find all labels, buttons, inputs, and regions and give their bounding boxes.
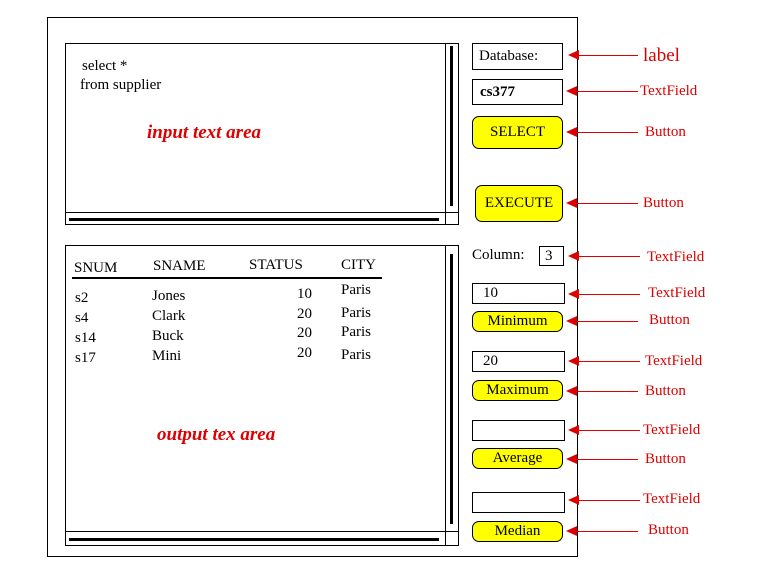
table-cell: s14 <box>75 330 96 346</box>
arrow-line <box>576 459 638 460</box>
output-horizontal-scroll-thumb[interactable] <box>69 538 439 541</box>
input-scroll-corner <box>445 213 458 225</box>
column-header-sname: SNAME <box>153 258 206 274</box>
average-field[interactable] <box>472 420 565 441</box>
table-cell: s17 <box>75 350 96 366</box>
arrow-line <box>578 256 640 257</box>
average-button[interactable]: Average <box>472 448 563 469</box>
arrow-line <box>576 391 638 392</box>
header-underline <box>72 277 382 279</box>
minimum-field[interactable]: 10 <box>472 283 565 304</box>
table-cell: Buck <box>152 328 184 344</box>
database-field[interactable]: cs377 <box>472 79 563 105</box>
output-vertical-scroll-thumb[interactable] <box>450 254 453 524</box>
column-header-status: STATUS <box>249 257 303 273</box>
annotation-label-text: label <box>643 45 680 66</box>
database-label: Database: <box>472 43 563 70</box>
arrow-line <box>578 500 640 501</box>
annotation-textfield-text: TextField <box>648 285 706 301</box>
table-cell: Paris <box>341 324 371 340</box>
column-header-city: CITY <box>341 257 376 273</box>
output-area-caption: output tex area <box>157 424 276 445</box>
arrow-line <box>576 132 638 133</box>
annotation-textfield-text: TextField <box>643 491 701 507</box>
arrow-line <box>576 203 638 204</box>
column-field[interactable]: 3 <box>539 246 564 266</box>
output-text-area[interactable] <box>65 245 459 546</box>
table-cell: s2 <box>75 290 89 306</box>
maximum-button[interactable]: Maximum <box>472 380 563 401</box>
arrow-line <box>578 55 638 56</box>
input-query-line-2: from supplier <box>80 77 162 93</box>
annotation-button-text: Button <box>645 451 686 467</box>
select-button[interactable]: SELECT <box>472 116 563 149</box>
output-horizontal-scrollbar[interactable] <box>66 531 458 545</box>
annotation-textfield-text: TextField <box>645 353 703 369</box>
table-cell: Jones <box>152 288 186 304</box>
annotation-textfield-text: TextField <box>647 249 705 265</box>
column-header-snum: SNUM <box>74 260 118 276</box>
table-cell: s4 <box>75 310 89 326</box>
output-vertical-scrollbar[interactable] <box>445 246 458 531</box>
execute-button[interactable]: EXECUTE <box>475 185 563 222</box>
table-cell: 10 <box>297 286 312 302</box>
table-cell: Clark <box>152 308 186 324</box>
table-cell: 20 <box>297 325 312 341</box>
column-label: Column: <box>472 247 525 263</box>
annotation-button-text: Button <box>648 522 689 538</box>
annotation-button-text: Button <box>649 312 690 328</box>
arrow-line <box>576 91 638 92</box>
annotation-textfield-text: TextField <box>643 422 701 438</box>
minimum-button[interactable]: Minimum <box>472 311 563 332</box>
table-cell: 20 <box>297 345 312 361</box>
input-vertical-scrollbar[interactable] <box>445 44 458 212</box>
arrow-line <box>576 531 638 532</box>
output-scroll-corner <box>445 532 458 546</box>
annotation-button-text: Button <box>645 124 686 140</box>
input-text-area[interactable] <box>65 43 459 225</box>
input-horizontal-scroll-thumb[interactable] <box>69 218 439 221</box>
table-cell: Paris <box>341 305 371 321</box>
arrow-line <box>576 321 638 322</box>
median-field[interactable] <box>472 492 565 513</box>
table-cell: Mini <box>152 348 182 364</box>
table-cell: Paris <box>341 347 371 363</box>
arrow-line <box>578 361 640 362</box>
arrow-line <box>578 430 640 431</box>
annotation-button-text: Button <box>645 383 686 399</box>
table-cell: 20 <box>297 306 312 322</box>
table-cell: Paris <box>341 282 371 298</box>
maximum-field[interactable]: 20 <box>472 351 565 372</box>
input-area-caption: input text area <box>147 122 262 143</box>
input-query-line-1: select * <box>82 58 128 74</box>
arrow-line <box>578 294 640 295</box>
input-vertical-scroll-thumb[interactable] <box>450 46 453 206</box>
input-horizontal-scrollbar[interactable] <box>66 212 458 224</box>
median-button[interactable]: Median <box>472 521 563 542</box>
annotation-button-text: Button <box>643 195 684 211</box>
annotation-textfield-text: TextField <box>640 83 698 99</box>
